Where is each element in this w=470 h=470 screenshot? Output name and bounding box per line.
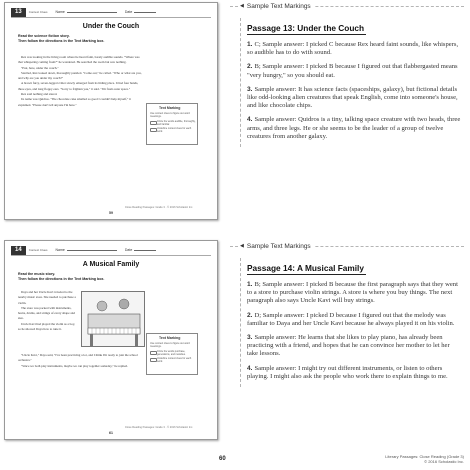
worksheet-page-number: 61	[109, 431, 113, 435]
worksheet-title: Under the Couch	[82, 23, 140, 30]
worksheet-page-13	[4, 2, 218, 220]
story-paragraph: Its name was Quidros. "The chocolate cake smelled so good I couldn't help myself," it explained. "Please don't tell anyone I'm here."	[18, 97, 131, 107]
sample-text-markings-label: ◀ Sample Text Markings	[240, 2, 314, 11]
worksheet-page-number: 59	[109, 211, 113, 215]
answer-item: 3. Sample answer: He learns that she likes to play piano, has already been practicing with a friend, and hopes that he can convince her mother to let her take lessons.	[247, 334, 450, 358]
text-marking-item: Underline context clues for each word.	[150, 357, 197, 363]
answer-item: 4. Sample answer: I might try out different instruments, or listen to others playing. I might also ask the people who work there to explain things to me.	[247, 364, 448, 380]
story-paragraph: A brown furry, seven-legged critter slowly emerged from its hiding place. It had four hands, three eyes, and long floppy ears. "Sorry to frighten you," it said. "I'm from outer space."	[18, 81, 139, 91]
text-marking-item: Underline context clues for each word.	[150, 127, 197, 133]
passage-title: Passage 13: Under the Couch	[247, 23, 365, 33]
worksheet-directions: Read the science fiction story. Then follow the directions in the Text Marking box.	[18, 34, 105, 43]
text-marking-box	[146, 103, 198, 145]
worksheet-number: 14	[11, 246, 26, 255]
name-label: Name	[56, 10, 117, 14]
story-paragraph: Daya and her Uncle Kavi traveled to the nearby music store. She needed to purchase a violin.	[18, 290, 76, 305]
worksheet-story-continued	[18, 353, 143, 369]
text-marking-heading: Text Marking	[159, 106, 181, 110]
text-marking-heading: Text Marking	[159, 336, 181, 340]
story-paragraph: Rex said nothing and stared.	[21, 92, 58, 97]
story-paragraph: Startled, Rex looked down, thoroughly puzzled. "Come out," he called. "Who or what are you, and why are you under my couch?"	[18, 70, 142, 81]
worksheet-title: A Musical Family	[82, 261, 140, 268]
piano-illustration	[81, 291, 145, 347]
worksheet-copyright: Close Reading Passages: Grade 3 · © 2016 Scholastic Inc.	[124, 426, 193, 429]
answer-item: 3. Sample answer: It has science facts (spaceships, galaxy), but fictional details like odd-looking alien creatures that speak English, come into someone's house, and like chocolate chips.	[247, 85, 458, 110]
text-marking-description: Use context clues to figure out word meanings.	[150, 112, 190, 118]
worksheet-directions: Read the music story. Then follow the directions in the Text Marking box.	[18, 272, 105, 281]
page-number: 60	[219, 456, 226, 462]
story-paragraph: "Psst, here, under the couch."	[21, 65, 59, 70]
story-paragraph: "Uncle Kavi," Daya said, "I've been practicing a lot, and I think I'm ready to join the school orchestra."	[18, 353, 138, 363]
text-marking-item: Circle the words purchase, generations, and melodies.	[150, 350, 197, 356]
triangle-right-icon: ◀	[240, 243, 244, 249]
answer-item: 1. B; Sample answer: I picked B because the first paragraph says that they went to a store to purchase violin strings. A store is where you buy things. The next paragraph also says Uncle Kavi will buy strings.	[247, 281, 458, 305]
name-label: Name	[56, 248, 117, 252]
story-paragraph: Uncle Kavi had played the violin as a boy, so he showed Daya how to tune it.	[18, 321, 76, 332]
text-marking-item: Circle the words audible, thoroughly, and familiar.	[150, 120, 197, 126]
answer-item: 4. Sample answer: Quidros is a tiny, talking space creature with two heads, three arms, and three legs. He or she seems to be the leader of a group of twelve creatures from another galaxy.	[247, 116, 461, 140]
worksheet-caption: Context Clues	[28, 10, 48, 14]
sample-text-markings-label: ◀ Sample Text Markings	[240, 242, 314, 251]
worksheet-copyright: Close Reading Passages: Grade 3 · © 2016 Scholastic Inc.	[124, 206, 193, 209]
answer-item: 1. C; Sample answer: I picked C because Rex heard faint sounds, like whispers, so audible has to do with sound.	[247, 41, 459, 57]
story-paragraph: "Since we both play instruments, maybe we can play together someday," he replied.	[21, 363, 128, 368]
story-paragraph: Rex was looking in the living room where he heard faint, barely audible sounds. "Where was that whispering coming from?" he wondered. He searched the room but saw nothing.	[18, 55, 140, 65]
date-label: Date	[125, 248, 156, 252]
worksheet-story	[18, 55, 143, 108]
answer-panel-passage-14	[240, 258, 462, 387]
worksheet-caption: Context Clues	[28, 248, 48, 252]
answer-item: 2. D; Sample answer: I picked D because I figured out that the melody was familiar to Daya and her Uncle Kavi because he always played it on his violin.	[247, 311, 455, 327]
triangle-right-icon: ◀	[240, 3, 244, 9]
worksheet-story	[18, 290, 76, 332]
worksheet-header	[11, 245, 211, 256]
answer-panel-passage-13	[240, 18, 462, 147]
worksheet-header	[11, 7, 211, 18]
story-paragraph: The store was packed with instruments, horns, drums, and strings of every shape and size.	[18, 305, 75, 321]
piano-drawing-icon	[82, 292, 146, 348]
date-label: Date	[125, 10, 156, 14]
text-marking-box	[146, 333, 198, 375]
text-marking-description: Use context clues to figure out word meanings.	[150, 342, 190, 348]
footer-credit: Literary Passages: Close Reading (Grade 3) © 2016 Scholastic Inc.	[385, 454, 464, 464]
answer-item: 2. B; Sample answer: I picked B because I figured out that flabbergasted means "very hungry," so you should eat.	[247, 63, 458, 79]
worksheet-number: 13	[11, 8, 26, 17]
worksheet-page-14	[4, 240, 218, 440]
passage-title: Passage 14: A Musical Family	[247, 263, 364, 273]
